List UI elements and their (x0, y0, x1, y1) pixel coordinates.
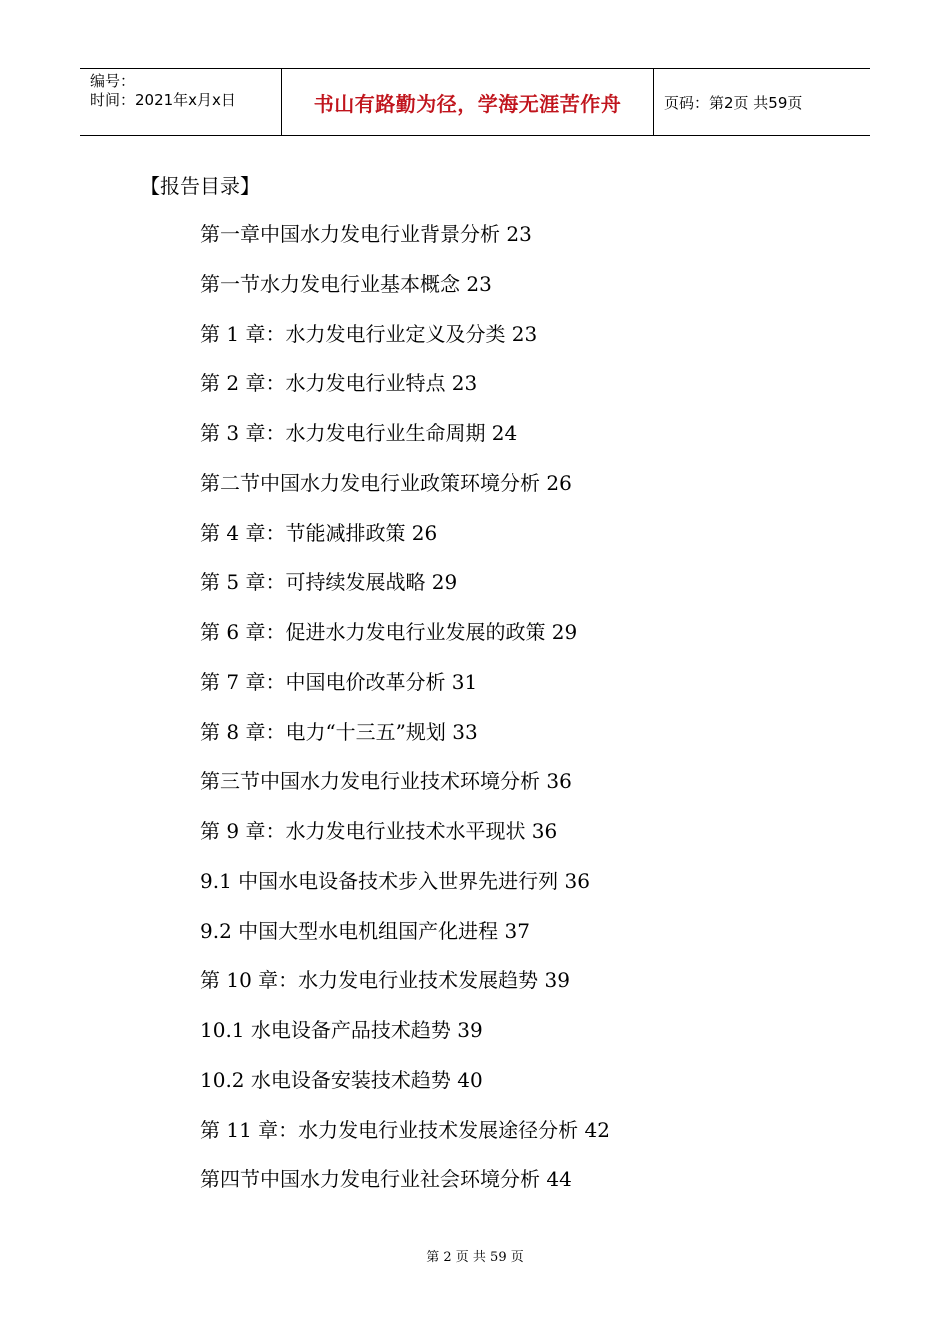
toc-list (200, 220, 610, 1215)
document-header (80, 68, 870, 136)
toc-item: 第 10 章：水力发电行业技术发展趋势 39 (200, 968, 570, 993)
toc-item: 9.1 中国水电设备技术步入世界先进行列 36 (200, 868, 590, 893)
document-number-label: 编号： (90, 72, 136, 90)
toc-item: 第 7 章：中国电价改革分析 31 (200, 669, 478, 694)
toc-item: 第一章中国水力发电行业背景分析 23 (200, 222, 532, 246)
toc-item: 第 6 章：促进水力发电行业发展的政策 29 (200, 620, 578, 644)
toc-item: 第四节中国水力发电行业社会环境分析 44 (200, 1167, 572, 1192)
toc-item: 第二节中国水力发电行业政策环境分析 26 (200, 470, 572, 495)
toc-item: 第 5 章：可持续发展战略 29 (200, 570, 458, 595)
toc-item: 第三节中国水力发电行业技术环境分析 36 (200, 769, 572, 794)
header-meta-cell (80, 69, 282, 135)
toc-item: 第 3 章：水力发电行业生命周期 24 (200, 421, 518, 445)
document-time-label: 时间：2021年x月x日 (90, 91, 236, 109)
toc-item: 第 11 章：水力发电行业技术发展途径分析 42 (200, 1117, 610, 1142)
toc-item: 第一节水力发电行业基本概念 23 (200, 271, 492, 296)
header-page-info: 页码：第2页 共59页 (664, 93, 803, 112)
page-footer: 第 2 页 共 59 页 (426, 1250, 524, 1265)
toc-title: 【报告目录】 (140, 174, 260, 198)
toc-item: 10.2 水电设备安装技术趋势 40 (200, 1067, 483, 1092)
header-motto: 书山有路勤为径，学海无涯苦作舟 (282, 69, 654, 135)
toc-item: 第 9 章：水力发电行业技术水平现状 36 (200, 819, 558, 843)
toc-item: 第 1 章：水力发电行业定义及分类 23 (200, 321, 538, 346)
toc-item: 第 8 章：电力“十三五”规划 33 (200, 719, 478, 744)
toc-item: 10.1 水电设备产品技术趋势 39 (200, 1018, 483, 1042)
toc-item: 第 2 章：水力发电行业特点 23 (200, 371, 478, 396)
toc-item: 9.2 中国大型水电机组国产化进程 37 (200, 918, 530, 943)
toc-item: 第 4 章：节能减排政策 26 (200, 520, 438, 545)
